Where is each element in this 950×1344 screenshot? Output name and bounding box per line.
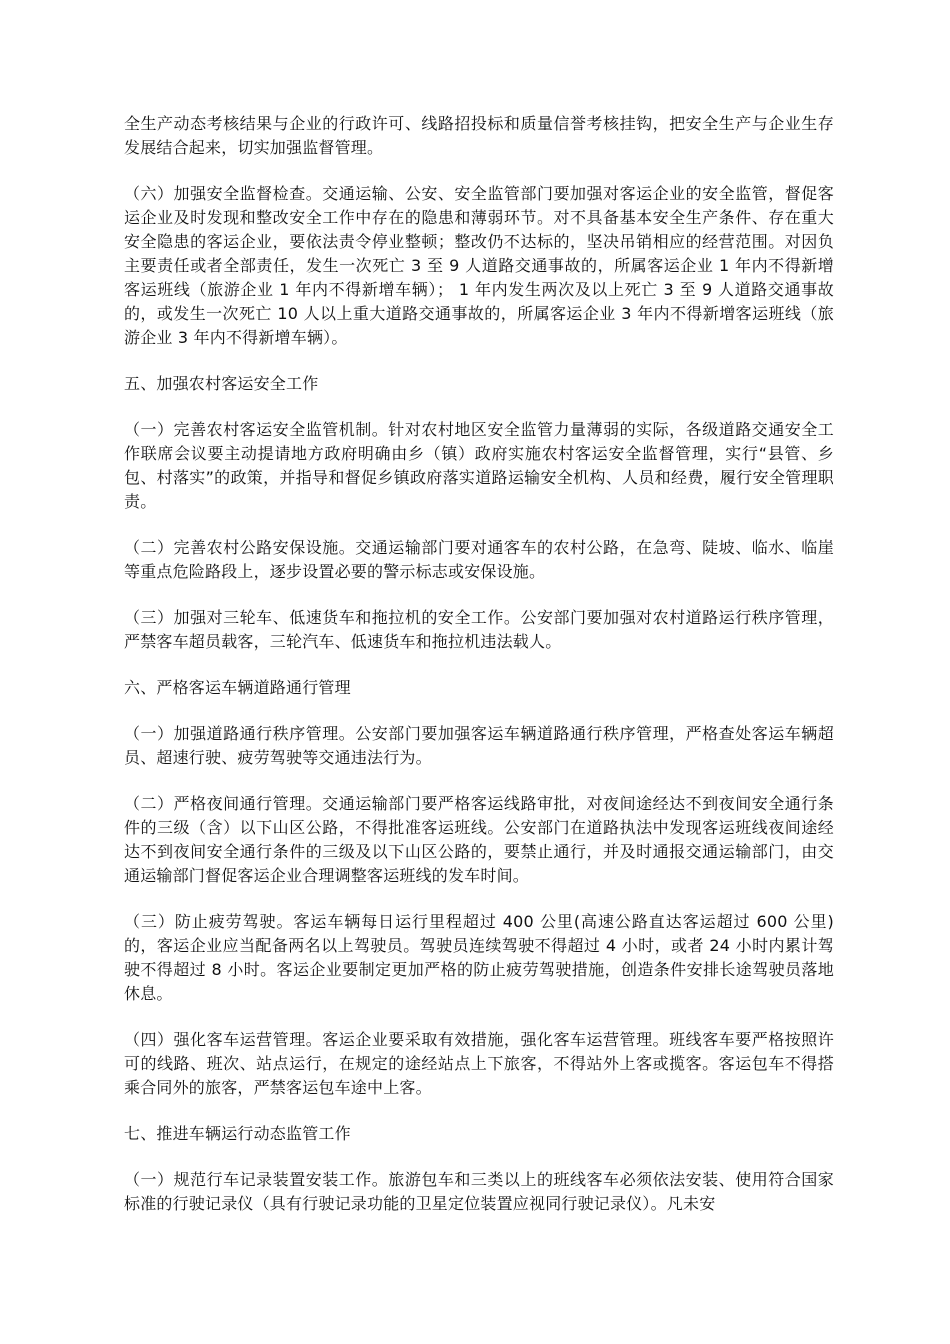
section-heading-7: 七、推进车辆运行动态监管工作 xyxy=(124,1124,351,1143)
paragraph-6-2: （二）严格夜间通行管理。交通运输部门要严格客运线路审批，对夜间途经达不到夜间安全通行条件的三级（含）以下山区公路，不得批准客运班线。公安部门在道路执法中发现客运班线夜间途经达不到夜间安全通行条件的三级及以下山区公路的，要禁止通行，并及时通报交通运输部门，由交通运输部门督促客运企业合理调整客运班线的发车时间。 xyxy=(124,794,834,885)
paragraph-6-1: （一）加强道路通行秩序管理。公安部门要加强客运车辆道路通行秩序管理，严格查处客运车辆超员、超速行驶、疲劳驾驶等交通违法行为。 xyxy=(124,724,834,767)
section-heading-5: 五、加强农村客运安全工作 xyxy=(124,374,319,393)
paragraph-continuation: 全生产动态考核结果与企业的行政许可、线路招投标和质量信誉考核挂钩，把安全生产与企业生存发展结合起来，切实加强监督管理。 xyxy=(124,114,834,157)
paragraph-6-4: （四）强化客车运营管理。客运企业要采取有效措施，强化客车运营管理。班线客车要严格按照许可的线路、班次、站点运行，在规定的途经站点上下旅客，不得站外上客或揽客。客运包车不得搭乘合同外的旅客，严禁客运包车途中上客。 xyxy=(124,1030,834,1097)
paragraph-6-3: （三）防止疲劳驾驶。客运车辆每日运行里程超过 400 公里(高速公路直达客运超过 600 公里)的，客运企业应当配备两名以上驾驶员。驾驶员连续驾驶不得超过 4 小时，或者 24 小时内累计驾驶不得超过 8 小时。客运企业要制定更加严格的防止疲劳驾驶措施，创造条件安排长途驾驶员落地休息。 xyxy=(124,912,834,1003)
paragraph-5-2: （二）完善农村公路安保设施。交通运输部门要对通客车的农村公路，在急弯、陡坡、临水、临崖等重点危险路段上，逐步设置必要的警示标志或安保设施。 xyxy=(124,538,834,581)
section-heading-6: 六、严格客运车辆道路通行管理 xyxy=(124,678,351,697)
paragraph-item-6-supervision: （六）加强安全监督检查。交通运输、公安、安全监管部门要加强对客运企业的安全监管，督促客运企业及时发现和整改安全工作中存在的隐患和薄弱环节。对不具备基本安全生产条件、存在重大安全隐患的客运企业，要依法责令停业整顿；整改仍不达标的，坚决吊销相应的经营范围。对因负主要责任或者全部责任，发生一次死亡 3 至 9 人道路交通事故的，所属客运企业 1 年内不得新增客运班线（旅游企业 1 年内不得新增车辆）； 1 年内发生两次及以上死亡 3 至 9 人道路交通事故的，或发生一次死亡 10 人以上重大道路交通事故的，所属客运企业 3 年内不得新增客运班线（旅游企业 3 年内不得新增车辆）。 xyxy=(124,184,834,347)
paragraph-7-1: （一）规范行车记录装置安装工作。旅游包车和三类以上的班线客车必须依法安装、使用符合国家标准的行驶记录仪（具有行驶记录功能的卫星定位装置应视同行驶记录仪）。凡未安 xyxy=(124,1170,834,1213)
paragraph-5-1: （一）完善农村客运安全监管机制。针对农村地区安全监管力量薄弱的实际，各级道路交通安全工作联席会议要主动提请地方政府明确由乡（镇）政府实施农村客运安全监督管理，实行“县管、乡包、村落实”的政策，并指导和督促乡镇政府落实道路运输安全机构、人员和经费，履行安全管理职责。 xyxy=(124,420,834,511)
document-body xyxy=(124,112,834,1238)
paragraph-5-3: （三）加强对三轮车、低速货车和拖拉机的安全工作。公安部门要加强对农村道路运行秩序管理，严禁客车超员载客，三轮汽车、低速货车和拖拉机违法载人。 xyxy=(124,608,834,651)
